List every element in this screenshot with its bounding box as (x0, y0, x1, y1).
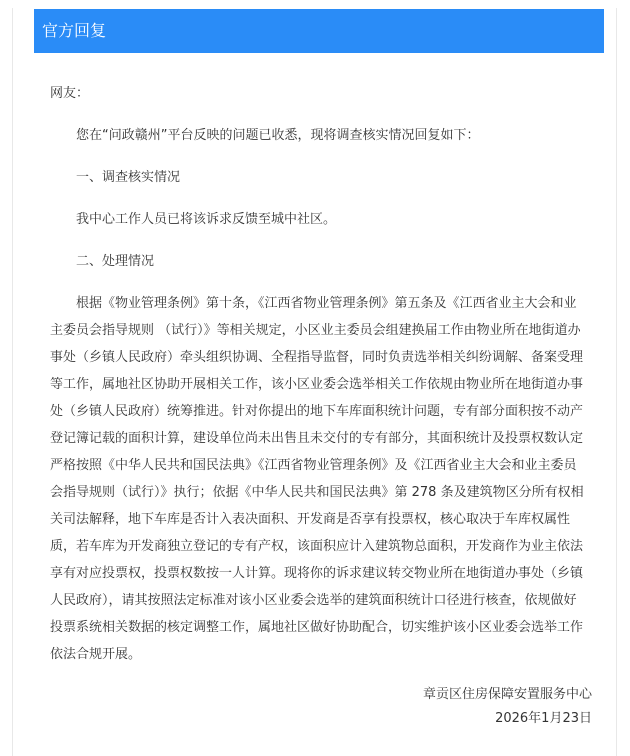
section2-title: 二、处理情况 (76, 254, 155, 269)
section2-body: 根据《物业管理条例》第十条，《江西省物业管理条例》第五条及《江西省业主大会和业主委员会指导规则 （试行）》等相关规定，小区业主委员会组建换届工作由物业所在地街道办事处（乡镇人民政府）牵头组织协调、全程指导监督，同时负责选举相关纠纷调解、备案受理等工作，属地社区协助开展相关工作，该小区业委会选举相关工作依规由物业所在地街道办事处（乡镇人民政府）统筹推进。针对你提出的地下车库面积统计问题，专有部分面积按不动产登记簿记载的面积计算，建设单位尚未出售且未交付的专有部分，其面积统计及投票权数认定严格按照《中华人民共和国民法典》《江西省物业管理条例》及《江西省业主大会和业主委员会指导规则（试行）》执行；依据《中华人民共和国民法典》第 278 条及建筑物区分所有权相关司法解释，地下车库是否计入表决面积、开发商是否享有投票权，核心取决于车库权属性质，若车库为开发商独立登记的专有产权，该面积应计入建筑物总面积，开发商作为业主依法享有对应投票权，投票权数按一人计算。现将你的诉求建议转交物业所在地街道办事处（乡镇人民政府），请其按照法定标准对该小区业委会选举的建筑面积统计口径进行核查，依规做好投票系统相关数据的核定调整工作，属地社区做好协助配合，切实维护该小区业委会选举工作依法合规开展。 (50, 296, 584, 662)
reply-content (50, 80, 587, 668)
official-reply-header (34, 9, 604, 53)
signature-block (423, 683, 592, 731)
header-title: 官方回复 (42, 21, 107, 40)
section1-body: 我中心工作人员已将该诉求反馈至城中社区。 (76, 212, 337, 227)
signature-date: 2026年1月23日 (495, 711, 592, 726)
section1-title: 一、调查核实情况 (76, 170, 181, 185)
greeting: 网友： (50, 86, 90, 101)
signature-organization: 章贡区住房保障安置服务中心 (422, 687, 592, 702)
intro-paragraph: 您在“问政赣州”平台反映的问题已收悉，现将调查核实情况回复如下： (76, 128, 480, 143)
